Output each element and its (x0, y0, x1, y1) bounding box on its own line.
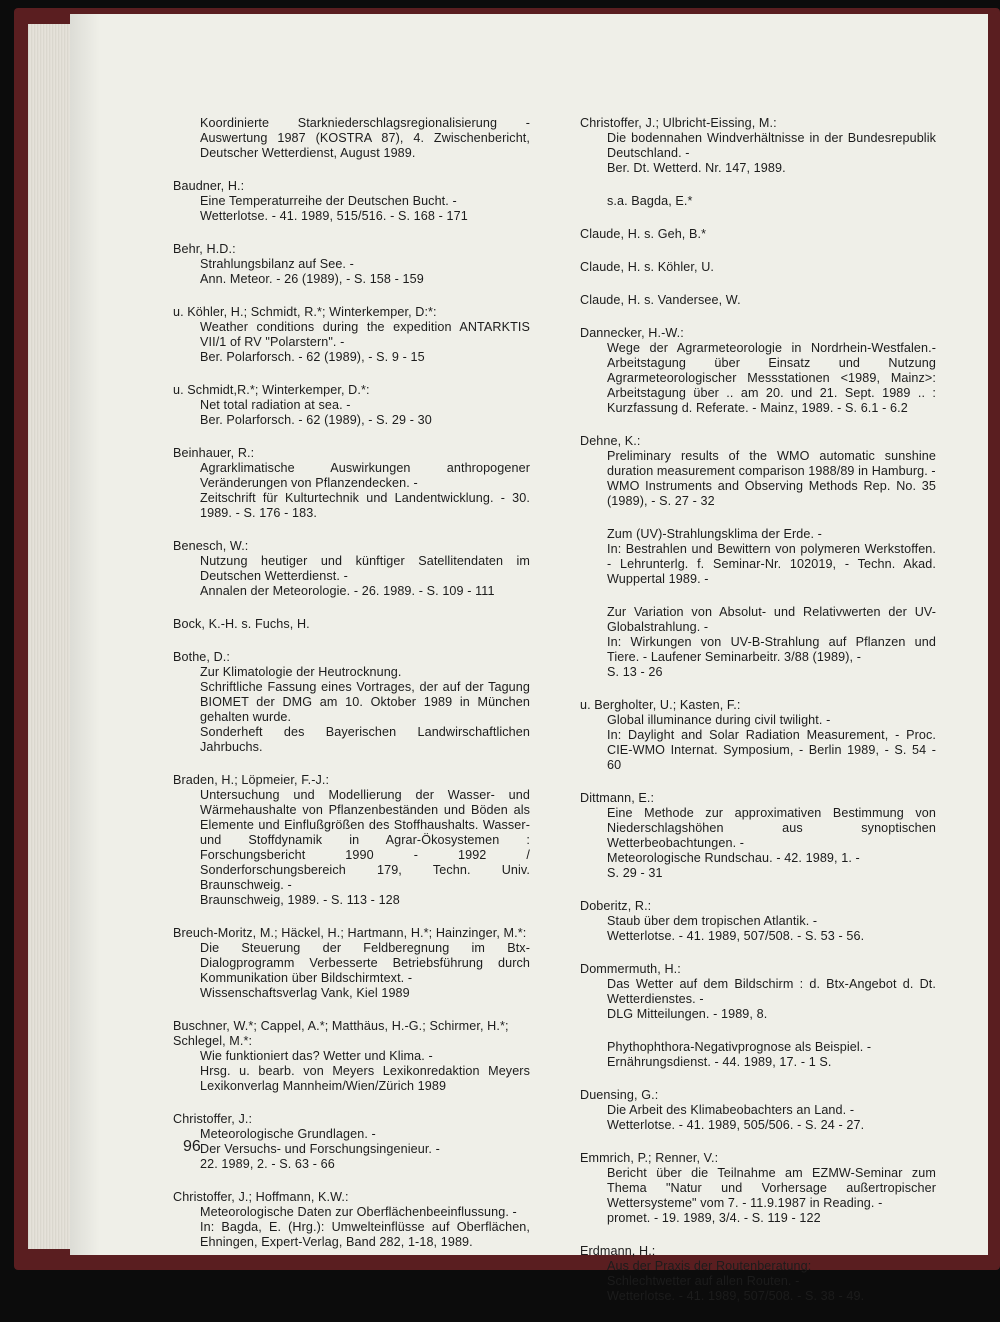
bibliography-entry (173, 650, 530, 755)
bibliography-entry (580, 260, 936, 275)
entry-line: Eine Temperaturreihe der Deutschen Bucht. - (200, 194, 457, 208)
left-column (173, 116, 530, 1268)
entry-author: Beinhauer, R.: (173, 446, 255, 460)
entry-line: Weather conditions during the expedition ANTARKTIS VII/1 of RV "Polarstern". - (200, 320, 530, 349)
entry-line: Das Wetter auf dem Bildschirm : d. Btx-Angebot d. Dt. Wetterdienstes. - (607, 977, 936, 1006)
entry-line: Wetterlotse. - 41. 1989, 515/516. - S. 168 - 171 (200, 209, 468, 223)
entry-line: Wetterlotse. - 41. 1989, 505/506. - S. 24 - 27. (607, 1118, 865, 1132)
bibliography-entry (173, 383, 530, 428)
bibliography-entry (173, 539, 530, 599)
entry-line: Strahlungsbilanz auf See. - (200, 257, 354, 271)
bibliography-entry (580, 1244, 936, 1304)
entry-line: Ber. Dt. Wetterd. Nr. 147, 1989. (607, 161, 786, 175)
bibliography-entry (173, 926, 530, 1001)
entry-author: Christoffer, J.; Hoffmann, K.W.: (173, 1190, 349, 1204)
entry-line: Die bodennahen Windverhältnisse in der Bundesrepublik Deutschland. - (607, 131, 936, 160)
entry-line: Der Versuchs- und Forschungsingenieur. - (200, 1142, 440, 1156)
entry-line: Zeitschrift für Kulturtechnik und Landentwicklung. - 30. 1989. - S. 176 - 183. (200, 491, 530, 520)
bibliography-entry (173, 1190, 530, 1250)
entry-line: Staub über dem tropischen Atlantik. - (607, 914, 818, 928)
entry-line: Schlechtwetter auf allen Routen. - (607, 1274, 800, 1288)
entry-line: WMO Instruments and Observing Methods Rep. No. 35 (1989), - S. 27 - 32 (607, 479, 936, 508)
entry-line: Meteorologische Grundlagen. - (200, 1127, 376, 1141)
entry-line: Ber. Polarforsch. - 62 (1989), - S. 29 - 30 (200, 413, 432, 427)
entry-author: u. Schmidt,R.*; Winterkemper, D.*: (173, 383, 370, 397)
bibliography-entry (580, 116, 936, 176)
entry-line: Schriftliche Fassung eines Vortrages, der auf der Tagung BIOMET der DMG am 10. Oktober 1989 in München gehalten wurde. (200, 680, 530, 724)
entry-author: Bock, K.-H. s. Fuchs, H. (173, 617, 310, 631)
entry-author: Dommermuth, H.: (580, 962, 681, 976)
entry-author: Breuch-Moritz, M.; Häckel, H.; Hartmann, H.*; Hainzinger, M.*: (173, 926, 527, 940)
entry-line: Wetterlotse. - 41. 1989, 507/508. - S. 38 - 49. (607, 1289, 865, 1303)
entry-line: Zur Klimatologie der Heutrocknung. (200, 665, 402, 679)
entry-line: Die Arbeit des Klimabeobachters an Land. - (607, 1103, 855, 1117)
bibliography-entry (173, 179, 530, 224)
entry-line: Global illuminance during civil twilight. - (607, 713, 831, 727)
entry-line: In: Daylight and Solar Radiation Measurement, - Proc. CIE-WMO Internat. Symposium, - Berlin 1989, - S. 54 - 60 (607, 728, 936, 772)
entry-line: 22. 1989, 2. - S. 63 - 66 (200, 1157, 335, 1171)
entry-line: Net total radiation at sea. - (200, 398, 351, 412)
entry-author: Claude, H. s. Köhler, U. (580, 260, 714, 274)
bibliography-entry (580, 962, 936, 1022)
entry-author: Braden, H.; Löpmeier, F.-J.: (173, 773, 330, 787)
entry-author: Dittmann, E.: (580, 791, 655, 805)
page-number: 96 (183, 1138, 201, 1155)
bibliography-entry (173, 242, 530, 287)
entry-line: Wie funktioniert das? Wetter und Klima. - (200, 1049, 433, 1063)
entry-line: Zum (UV)-Strahlungsklima der Erde. - (607, 527, 822, 541)
bibliography-entry (580, 227, 936, 242)
bibliography-entry (580, 1088, 936, 1133)
right-column (580, 116, 936, 1322)
bibliography-entry (173, 305, 530, 365)
bibliography-entry (580, 791, 936, 881)
entry-line: DLG Mitteilungen. - 1989, 8. (607, 1007, 768, 1021)
bibliography-entry (580, 605, 936, 680)
entry-line: Meteorologische Rundschau. - 42. 1989, 1. - (607, 851, 860, 865)
entry-author: Buschner, W.*; Cappel, A.*; Matthäus, H.-G.; Schirmer, H.*; Schlegel, M.*: (173, 1019, 509, 1048)
bibliography-entry (173, 1019, 530, 1094)
entry-author: Baudner, H.: (173, 179, 245, 193)
entry-author: Bothe, D.: (173, 650, 231, 664)
entry-line: In: Wirkungen von UV-B-Strahlung auf Pflanzen und Tiere. - Laufener Seminarbeitr. 3/88 (1989), - (607, 635, 936, 664)
entry-author: Doberitz, R.: (580, 899, 652, 913)
entry-line: Ann. Meteor. - 26 (1989), - S. 158 - 159 (200, 272, 424, 286)
entry-line: Die Steuerung der Feldberegnung im Btx-Dialogprogramm Verbesserte Betriebsführung durch Kommunikation über Bildschirmtext. - (200, 941, 530, 985)
entry-line: Agrarklimatische Auswirkungen anthropogener Veränderungen von Pflanzendecken. - (200, 461, 530, 490)
entry-line: Wetterlotse. - 41. 1989, 507/508. - S. 53 - 56. (607, 929, 865, 943)
entry-line: Eine Methode zur approximativen Bestimmung von Niederschlagshöhen aus synoptischen Wetterbeobachtungen. - (607, 806, 936, 850)
entry-line: Ber. Polarforsch. - 62 (1989), - S. 9 - 15 (200, 350, 425, 364)
bibliography-entry (580, 899, 936, 944)
bibliography-entry (173, 116, 530, 161)
entry-line: Braunschweig, 1989. - S. 113 - 128 (200, 893, 400, 907)
entry-line: Hrsg. u. bearb. von Meyers Lexikonredaktion Meyers Lexikonverlag Mannheim/Wien/Zürich 1989 (200, 1064, 530, 1093)
entry-line: Koordinierte Starkniederschlagsregionalisierung - Auswertung 1987 (KOSTRA 87), 4. Zwischenbericht, Deutscher Wetterdienst, August 1989. (200, 116, 530, 160)
entry-line: Meteorologische Daten zur Oberflächenbeeinflussung. - (200, 1205, 517, 1219)
bibliography-entry (173, 446, 530, 521)
entry-author: u. Bergholter, U.; Kasten, F.: (580, 698, 741, 712)
entry-line: Aus der Praxis der Routenberatung: (607, 1259, 812, 1273)
entry-author: Erdmann, H.: (580, 1244, 656, 1258)
entry-line: Ernährungsdienst. - 44. 1989, 17. - 1 S. (607, 1055, 832, 1069)
entry-author: Emmrich, P.; Renner, V.: (580, 1151, 719, 1165)
bibliography-entry (580, 527, 936, 587)
entry-author: Christoffer, J.: (173, 1112, 253, 1126)
entry-line: Annalen der Meteorologie. - 26. 1989. - S. 109 - 111 (200, 584, 495, 598)
bibliography-entry (173, 773, 530, 908)
entry-line: Nutzung heutiger und künftiger Satellitendaten im Deutschen Wetterdienst. - (200, 554, 530, 583)
entry-author: Dannecker, H.-W.: (580, 326, 684, 340)
entry-line: Zur Variation von Absolut- und Relativwerten der UV-Globalstrahlung. - (607, 605, 936, 634)
entry-line: promet. - 19. 1989, 3/4. - S. 119 - 122 (607, 1211, 821, 1225)
bibliography-entry (580, 194, 936, 209)
entry-author: Dehne, K.: (580, 434, 641, 448)
entry-author: Claude, H. s. Geh, B.* (580, 227, 707, 241)
entry-author: Claude, H. s. Vandersee, W. (580, 293, 741, 307)
entry-author: Duensing, G.: (580, 1088, 659, 1102)
entry-line: s.a. Bagda, E.* (607, 194, 693, 208)
entry-author: Behr, H.D.: (173, 242, 236, 256)
entry-line: Phythophthora-Negativprognose als Beispiel. - (607, 1040, 872, 1054)
entry-line: Bericht über die Teilnahme am EZMW-Seminar zum Thema "Natur und Vorhersage außertropischer Wettersysteme" vom 7. - 11.9.1987 in Reading. - (607, 1166, 936, 1210)
entry-line: In: Bagda, E. (Hrg.): Umwelteinflüsse auf Oberflächen, Ehningen, Expert-Verlag, Band 282, 1-18, 1989. (200, 1220, 530, 1249)
bibliography-entry (580, 1040, 936, 1070)
entry-line: Untersuchung und Modellierung der Wasser- und Wärmehaushalte von Pflanzenbeständen und Böden als Elemente und Einflußgrößen des Stoffhaushalts. Wasser- und Stoffdynamik in Agrar-Ökosystemen : Forschungsbericht 1990 - 1992 / Sonderforschungsbereich 179, Techn. Univ. Braunschweig. - (200, 788, 530, 892)
entry-author: u. Köhler, H.; Schmidt, R.*; Winterkemper, D:*: (173, 305, 437, 319)
bibliography-entry (580, 698, 936, 773)
entry-line: Wege der Agrarmeteorologie in Nordrhein-Westfalen.- Arbeitstagung über Einsatz und Nutzung Agrarmeteorologischer Messstationen <1989, Mainz>: Arbeitstagung über .. am 20. und 21. Sept. 1989 .. : Kurzfassung d. Referate. - Mainz, 1989. - S. 6.1 - 6.2 (607, 341, 936, 415)
entry-line: S. 13 - 26 (607, 665, 663, 679)
entry-line: S. 29 - 31 (607, 866, 663, 880)
entry-author: Benesch, W.: (173, 539, 249, 553)
bibliography-entry (173, 617, 530, 632)
bibliography-entry (580, 1151, 936, 1226)
entry-line: Wissenschaftsverlag Vank, Kiel 1989 (200, 986, 410, 1000)
entry-line: Sonderheft des Bayerischen Landwirschaftlichen Jahrbuchs. (200, 725, 530, 754)
bibliography-entry (580, 293, 936, 308)
page-gutter-shadow (70, 14, 100, 1255)
bibliography-entry (580, 326, 936, 416)
bibliography-entry (173, 1112, 530, 1172)
entry-line: Preliminary results of the WMO automatic sunshine duration measurement comparison 1988/89 in Hamburg. - (607, 449, 936, 478)
entry-author: Christoffer, J.; Ulbricht-Eissing, M.: (580, 116, 777, 130)
entry-line: In: Bestrahlen und Bewittern von polymeren Werkstoffen. - Lehrunterlg. f. Seminar-Nr. 102019, - Techn. Akad. Wuppertal 1989. - (607, 542, 936, 586)
bibliography-entry (580, 434, 936, 509)
